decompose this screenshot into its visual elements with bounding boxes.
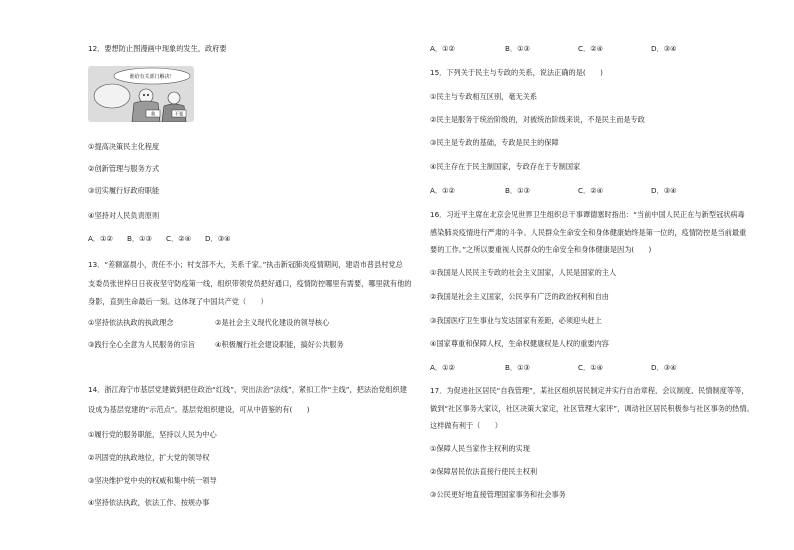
q13-line-2: 支委员张世梓日日夜夜坚守防疫第一线，组织带领党员把好通口，疫情防控哪里有需要，哪里就有他的 [88,279,412,288]
q16-option-c[interactable]: C．①④ [578,363,604,372]
q17-item-2: ②保障居民依法直接行使民主权利 [430,467,538,476]
q12-item-1: ①提高决策民主化程度 [88,142,160,151]
cartoon-sign-1: 我 [150,112,156,118]
q16-line-3: 要的工作。”之所以要重视人民群众的生命安全和身体健康是因为( ) [430,245,652,254]
q12-option-a[interactable]: A．①② [88,234,113,243]
q12-option-b[interactable]: B．①③ [127,234,153,243]
q14-option-d[interactable]: D．③④ [651,44,677,53]
q15-option-c[interactable]: C．②④ [578,186,604,195]
q15-item-2: ②民主是服务于统治阶级的，对被统治阶级来说，不是民主而是专政 [430,115,645,124]
q16-item-4: ④国家尊重和保障人权，生命权健康权是人权的重要内容 [430,339,609,348]
q13-line-1: 13．“差额富晨小，责任不小；村支部不大，关系千家。”执击新冠肺炎疫情期间，建语市普县村党总 [88,260,403,269]
q15-stem: 15．下列关于民主与专政的关系，说法正确的是( ) [430,68,603,77]
q17-item-1: ①保障人民当家作主权利的实现 [430,444,530,453]
q14-option-a[interactable]: A．①② [430,44,455,53]
q14-item-3: ③坚决维护党中央的权威和集中统一领导 [88,476,217,485]
cartoon-sign-2: 不要 [174,112,184,118]
q13-item-4: ④积极履行社会建设职能，搞好公共服务 [215,340,344,349]
q12-options [88,234,231,243]
q12-item-2: ②创新管理与服务方式 [88,164,160,173]
q13-item-3: ③践行全心全意为人民服务的宗旨 [88,340,196,349]
q17-item-3: ③公民更好地直接管理国家事务和社会事务 [430,490,566,499]
q15-item-1: ①民主与专政相互区别，毫无关系 [430,92,538,101]
q14-option-b[interactable]: B．①③ [505,44,531,53]
q16-options [430,363,677,372]
q12-item-4: ④坚持对人民负责原则 [88,211,160,220]
q15-option-b[interactable]: B．①③ [505,186,531,195]
question-12-stem: 12．要想防止图漫画中现象的发生，政府要 [88,44,227,53]
q13-item-1: ①坚持依法执政的执政理念 [88,318,174,327]
question-12-cartoon [88,66,194,122]
q14-item-2: ②巩固党的执政地位，扩大党的领导权 [88,453,210,462]
q12-option-d[interactable]: D．③④ [205,234,231,243]
q15-option-a[interactable]: A．①② [430,186,455,195]
q14-line-2: 设成为基层党建的“示范点”。基层党组织建设，可从中借鉴的有( ) [88,405,310,414]
q13-item-2: ②是社会主义现代化建设的领导核心 [215,318,330,327]
q15-item-3: ③民主是专政的基础，专政是民主的保障 [430,138,559,147]
q16-line-2: 感染肺炎疫情进行严肃的斗争。人民群众生命安全和身体健康始终是第一位的，疫情防控是当前最重 [430,228,747,237]
q15-option-d[interactable]: D．③④ [651,186,677,195]
q15-item-4: ④民主存在于民主制国家，专政存在于专制国家 [430,162,581,171]
q17-line-3: 这样做有利于（ ） [430,421,502,430]
q16-option-d[interactable]: D．③④ [651,363,677,372]
q17-line-2: 做到“社区事务大家议，社区决策大家定，社区管理大家评”，调动社区居民积极参与社区事务的热情。 [430,404,754,413]
q17-line-1: 17．为促进社区居民“自我管理”，某社区组织居民制定并实行自治章程、会议制度、民情制度等等， [430,386,749,395]
q16-option-a[interactable]: A．①② [430,363,455,372]
q14-line-1: 14．浙江海宁市基层党建做到把住政治“红线”，突出法治“法线”，紧扣工作“主线”，把法治党组织建 [88,385,407,394]
q14-option-c[interactable]: C．②④ [578,44,604,53]
q14-item-1: ①履行党的服务职能，坚持以人民为中心 [88,430,217,439]
q13-line-3: 身影，直到生命最后一刻。这体现了中国共产党（ ） [88,297,268,306]
q16-line-1: 16．习近平主席在北京会见世界卫生组织总干事谭德塞时指出：“当前中国人民正在与新型冠状病毒 [430,210,745,219]
q12-item-3: ③切实履行好政府职能 [88,186,160,195]
q16-item-2: ②我国是社会主义国家，公民享有广泛的政治权利和自由 [430,292,609,301]
q14-item-4: ④坚持依法执政，依法工作、按规办事 [88,498,210,507]
q12-option-c[interactable]: C．②④ [166,234,192,243]
cartoon-bubble-text: 谁给有关部门解决！ [129,74,175,80]
q16-item-1: ①我国是人民民主专政的社会主义国家，人民是国家的主人 [430,268,617,277]
q16-item-3: ③我国医疗卫生事业与发达国家有差距，必须迎头赶上 [430,316,602,325]
q16-option-b[interactable]: B．①③ [505,363,531,372]
q15-options [430,186,677,195]
q14-options [430,44,677,53]
